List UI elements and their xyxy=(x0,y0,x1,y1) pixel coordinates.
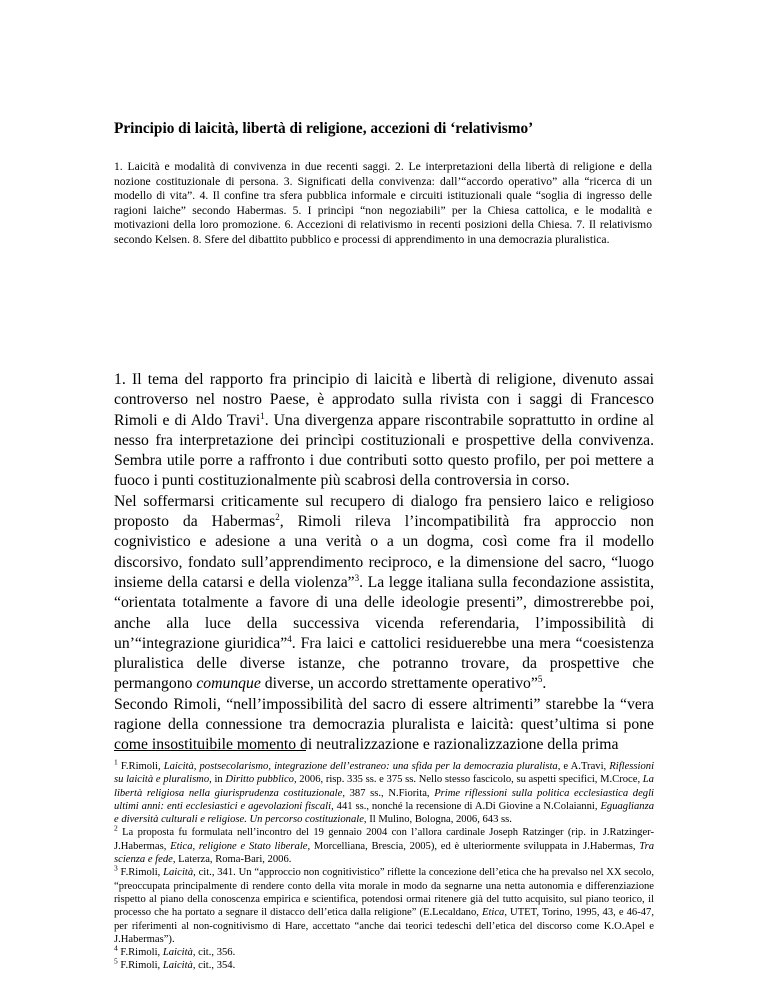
footnote-text: , 441 ss., nonché la recensione di A.Di Giovine a N.Colaianni, xyxy=(331,800,601,812)
citation-title: Prime riflessioni sulla politica ecclesiastica degli ultimi anni: enti ecclesiastici e agevolazioni fiscali xyxy=(114,787,654,812)
body-text-segment: . Fra laici e cattolici residuerebbe una mera “coesistenza pluralistica delle diverse istanze, che potranno trovare, da prospettive che permangono xyxy=(114,634,655,693)
footnote-number: 3 xyxy=(114,863,118,873)
footnote-2 xyxy=(114,823,655,866)
citation-title: Riflessioni su laicità e pluralismo xyxy=(114,761,655,786)
citation-title: Diritto pubblico xyxy=(225,774,294,786)
footnote-text: F.Rimoli, xyxy=(117,960,163,972)
page-title: Principio di laicità, libertà di religione, accezioni di ‘relativismo’ xyxy=(114,120,534,137)
citation-title: Etica, religione e Stato liberale xyxy=(170,840,308,852)
footnotes xyxy=(114,757,655,973)
footnote-5 xyxy=(114,956,654,972)
footnote-3 xyxy=(114,863,654,946)
footnote-text: , Laterza, Roma-Bari, 2006. xyxy=(172,854,292,866)
footnote-number: 1 xyxy=(114,757,118,767)
body-text-segment: diverse, un accordo strettamente operativo” xyxy=(260,675,538,693)
citation-title: Eguaglianza e diversità culturali e religiose. Un percorso costituzionale xyxy=(114,800,654,826)
citation-title: Etica xyxy=(481,907,505,919)
citation-title: Laicità, postsecolarismo, integrazione dell’estraneo: una sfida per la democrazia pluralista xyxy=(163,761,558,772)
body-text-segment: Nel soffermarsi criticamente sul recupero di dialogo fra pensiero laico e religioso proposto da Habermas xyxy=(114,492,654,531)
footnote-1 xyxy=(114,757,655,826)
footnote-text: F.Rimoli, xyxy=(117,947,163,959)
citation-title: Laicità xyxy=(163,867,194,879)
footnote-4 xyxy=(114,943,654,959)
body-text-segment: . xyxy=(542,675,547,693)
footnote-text: La proposta fu formulata nell’incontro del 19 gennaio 2004 con l’allora cardinale Joseph Ratzinger (rip. in J.Ratzinger-J.Habermas, xyxy=(114,827,654,852)
footnote-text: , cit., 341. Un “approccio non cognitivistico” riflette la concezione dell’etica che ha prevalso nel XX secolo, “preoccupata principalmente di rendere conto della vita morale in modo da segnarne una netta autonomia e differenziazione rispetto al piano della conoscenza empirica e scientifica, potendosi ormai ritenere già del tutto acquisito, sul piano teorico, il processo che ha portato a segnare il distacco dell’etica dalla religione” (E.Lecaldano, xyxy=(114,867,654,919)
footnote-text: , Il Mulino, Bologna, 2006, 643 ss. xyxy=(363,814,512,826)
emphasis-text: comunque xyxy=(196,675,261,693)
citation-title: Laicità xyxy=(162,960,193,972)
body-paragraph xyxy=(114,370,654,756)
footnote-text: , cit., 356. xyxy=(192,947,236,959)
citation-title: Tra scienza e fede xyxy=(114,840,655,866)
footnote-number: 5 xyxy=(114,956,118,966)
footnote-text: F.Rimoli, xyxy=(117,867,164,879)
body-text-segment: . Una divergenza appare riscontrabile soprattutto in ordine al nesso fra interpretazione dei princìpi costituzionali e prospettive della convivenza. Sembra utile porre a raffronto i due contributi sotto questo profilo, per poi mettere a fuoco i punti costituzionalmente più scabrosi della controversia in corso. xyxy=(114,411,654,490)
footnote-ref-5[interactable]: 5 xyxy=(537,674,543,685)
footnote-text: , 2006, risp. 335 ss. e 375 ss. Nello stesso fascicolo, su aspetti specifici, M.Croce, xyxy=(293,774,643,786)
footnote-ref-1[interactable]: 1 xyxy=(260,410,265,421)
citation-title: La libertà religiosa nella giurisprudenza costituzionale xyxy=(114,774,654,799)
citation-title: Laicità xyxy=(162,947,193,959)
footnote-text: F.Rimoli, xyxy=(117,761,164,772)
abstract-summary: 1. Laicità e modalità di convivenza in due recenti saggi. 2. Le interpretazioni della libertà di religione e della nozione costituzionale di persona. 3. Significati della convivenza: dall’“accordo operativo” alla “ricerca di un modello di vita”. 4. Il confine tra sfera pubblica informale e circuiti istituzionali quale “soglia di ingresso delle ragioni laiche” secondo Habermas. 5. I princìpi “non negoziabili” per la Chiesa cattolica, e le modalità e motivazioni della loro promozione. 6. Accezioni di relativismo in recenti posizioni della Chiesa. 7. Il relativismo secondo Kelsen. 8. Sfere del dibattito pubblico e processi di apprendimento in una democrazia pluralistica. xyxy=(114,160,652,246)
footnote-ref-2[interactable]: 2 xyxy=(275,511,280,522)
footnote-text: , UTET, Torino, 1995, 43, e 46-47, per riferimenti al non-cognitivismo di Hare, accettato “anche dai teorici tedeschi dell’etica del discorso come K.O.Apel e J.Habermas”). xyxy=(114,907,654,945)
footnote-separator xyxy=(114,750,306,751)
footnote-text: , in xyxy=(209,774,226,786)
footnote-text: , e A.Travi, xyxy=(557,761,610,772)
footnote-number: 4 xyxy=(114,943,118,953)
footnote-text: , 387 ss., N.Fiorita, xyxy=(342,787,435,799)
footnote-ref-4[interactable]: 4 xyxy=(287,633,292,644)
body-text-segment: Secondo Rimoli, “nell’impossibilità del sacro di essere altrimenti” starebbe la “vera ragione della connessione tra democrazia pluralista e laicità: quest’ultima si pone come insostituibile momento di neutralizzazione e razionalizzazione della prima xyxy=(114,695,654,754)
body-text-segment: , Rimoli rileva l’incompatibilità fra approccio non cognivistico e adesione a una verità o a un dogma, così come fra il modello discorsivo, fondato sull’apprendimento reciproco, e la dimensione del sacro, “luogo insieme della catarsi e della violenza” xyxy=(114,513,654,591)
footnote-ref-3[interactable]: 3 xyxy=(354,572,360,583)
footnote-number: 2 xyxy=(114,823,118,833)
body-text-segment: 1. Il tema del rapporto fra principio di laicità e libertà di religione, divenuto assai controverso nel nostro Paese, è approdato sulla rivista con i saggi di Francesco Rimoli e di Aldo Travi xyxy=(114,371,654,429)
body-text-segment: . La legge italiana sulla fecondazione assistita, “orientata totalmente a favore di una delle ideologie presenti”, dimostrerebbe poi, anche alla luce della successiva vicenda referendaria, l’impossibilità di un’“integrazione giuridica” xyxy=(114,573,654,652)
footnote-text: , Morcelliana, Brescia, 2005), ed è ulteriormente sviluppata in J.Habermas, xyxy=(307,840,640,852)
footnote-text: , cit., 354. xyxy=(192,960,236,972)
